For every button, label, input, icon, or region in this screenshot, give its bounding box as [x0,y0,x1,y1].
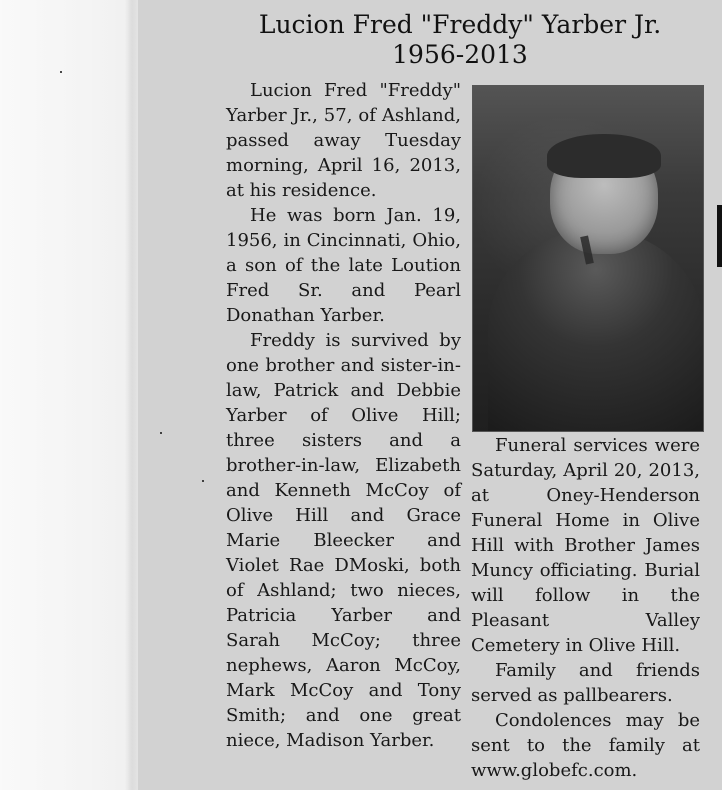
page-edge-shadow [0,0,138,790]
adjacent-page-edge [717,205,722,267]
right-paragraph-3: Condolences may be sent to the family at www.globefc.com. [471,710,700,781]
portrait-photo [472,85,704,432]
person-name: Lucion Fred "Freddy" Yarber Jr. [258,10,662,39]
portrait-body [488,229,704,431]
left-text-column [226,78,461,753]
speck-mark [160,432,162,434]
right-paragraph-2: Family and friends served as pallbearers. [471,660,700,706]
speck-mark [202,480,204,482]
portrait-hair [547,134,661,178]
speck-mark [60,71,62,73]
right-text-column [471,433,700,783]
left-paragraph-2: He was born Jan. 19, 1956, in Cincinnati, Ohio, a son of the late Loution Fred Sr. and Pearl Donathan Yarber. [226,205,461,326]
left-paragraph-3: Freddy is survived by one brother and sister-in-law, Patrick and Debbie Yarber of Olive Hill; three sisters and a brother-in-law, Elizabeth and Kenneth McCoy of Olive Hill and Grace Marie Bleecker and Violet Rae DMoski, both of Ashland; two nieces, Patricia Yarber and Sarah McCoy; three nephews, Aaron McCoy, Mark McCoy and Tony Smith; and one great niece, Madison Yarber. [226,330,461,751]
right-paragraph-1: Funeral services were Saturday, April 20, 2013, at Oney-Henderson Funeral Home in Olive Hill with Brother James Muncy officiating. Burial will follow in the Pleasant Valley Cemetery in Olive Hill. [471,435,700,656]
life-years: 1956-2013 [392,40,528,69]
left-paragraph-1: Lucion Fred "Freddy" Yarber Jr., 57, of Ashland, passed away Tuesday morning, April 16, 2013, at his residence. [226,80,461,201]
obituary-title [210,10,710,70]
